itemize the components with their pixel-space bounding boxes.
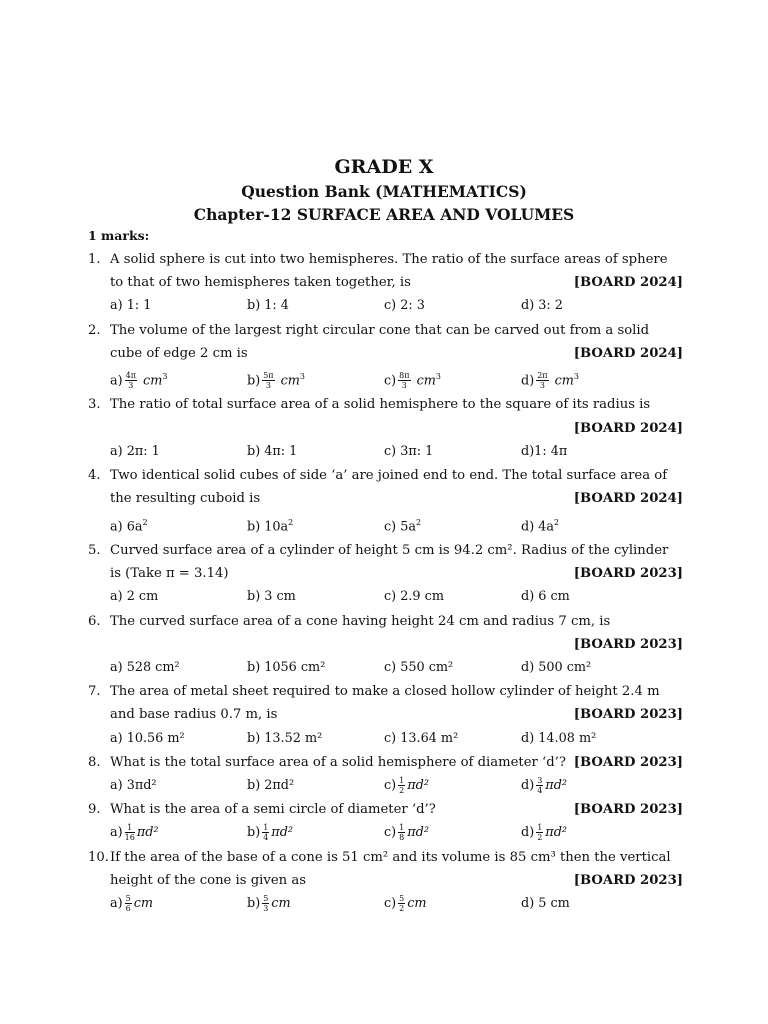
question-line bbox=[110, 487, 683, 510]
question-number: 8. bbox=[88, 754, 101, 770]
question-item bbox=[88, 610, 683, 681]
question-text: Curved surface area of a cylinder of height 5 cm is 94.2 cm². Radius of the cylinder bbox=[110, 542, 669, 558]
option-b bbox=[247, 294, 384, 317]
options-row bbox=[110, 585, 683, 608]
denominator: 2 bbox=[537, 833, 543, 843]
option-text: b) 2πd² bbox=[247, 778, 295, 793]
denominator: 3 bbox=[263, 904, 269, 914]
suffix: πd² bbox=[136, 825, 159, 841]
subject-title: Question Bank (MATHEMATICS) bbox=[241, 182, 527, 201]
exponent: 2 bbox=[554, 517, 560, 527]
option-text: a) 6a bbox=[110, 518, 143, 534]
question-body bbox=[110, 464, 683, 539]
numerator: 3 bbox=[537, 776, 543, 785]
question-item bbox=[88, 319, 683, 394]
option-d bbox=[521, 365, 579, 392]
numerator: 2π bbox=[537, 371, 548, 381]
question-list bbox=[88, 248, 683, 916]
question-item bbox=[88, 680, 683, 751]
suffix: πd² bbox=[407, 825, 429, 841]
question-text: is (Take π = 3.14) bbox=[110, 566, 229, 582]
option-text: a) 10.56 m² bbox=[110, 730, 185, 746]
board-tag: [BOARD 2024] bbox=[573, 345, 683, 361]
option-text: c) 5a bbox=[384, 518, 416, 534]
fraction bbox=[536, 823, 543, 842]
option-text: a) 2 cm bbox=[110, 589, 159, 605]
question-number: 7. bbox=[88, 684, 101, 700]
numerator: 1 bbox=[537, 823, 543, 833]
option-c bbox=[384, 511, 521, 538]
question-body bbox=[110, 248, 683, 319]
question-line bbox=[110, 464, 683, 487]
question-number: 2. bbox=[88, 322, 101, 338]
unit: cm bbox=[550, 373, 574, 389]
board-tag: [BOARD 2023] bbox=[573, 636, 683, 652]
option-c bbox=[384, 892, 521, 915]
exponent: 3 bbox=[435, 372, 441, 382]
question-number: 3. bbox=[88, 397, 101, 413]
question-text: to that of two hemispheres taken together, is bbox=[110, 275, 411, 291]
board-tag: [BOARD 2023] bbox=[573, 802, 683, 818]
options-row bbox=[110, 511, 683, 538]
marks-label: 1 marks: bbox=[88, 228, 150, 243]
option-d bbox=[521, 892, 570, 915]
options-row bbox=[110, 774, 683, 797]
option-b bbox=[247, 585, 384, 608]
numerator: 1 bbox=[263, 823, 269, 833]
board-tag: [BOARD 2024] bbox=[573, 420, 683, 436]
option-b bbox=[247, 774, 384, 797]
options-row bbox=[110, 294, 683, 317]
options-row bbox=[110, 440, 683, 463]
numerator: 1 bbox=[399, 776, 405, 785]
board-tag: [BOARD 2023] bbox=[573, 754, 683, 770]
option-a bbox=[110, 892, 247, 915]
option-text: d) bbox=[521, 373, 535, 389]
question-number: 9. bbox=[88, 802, 101, 818]
unit: cm bbox=[412, 373, 436, 389]
option-c bbox=[384, 585, 521, 608]
option-text: d) bbox=[521, 825, 535, 841]
option-text: b) bbox=[247, 373, 261, 389]
denominator: 2 bbox=[399, 786, 405, 795]
question-line bbox=[110, 751, 683, 774]
fraction bbox=[125, 894, 132, 913]
question-line bbox=[110, 633, 683, 656]
board-tag: [BOARD 2024] bbox=[573, 491, 683, 507]
option-a bbox=[110, 821, 247, 844]
denominator: 3 bbox=[401, 381, 407, 391]
numerator: 8π bbox=[399, 371, 410, 381]
numerator: 1 bbox=[399, 823, 405, 833]
fraction bbox=[536, 371, 548, 390]
fraction bbox=[398, 371, 410, 390]
question-text: and base radius 0.7 m, is bbox=[110, 707, 278, 723]
option-b bbox=[247, 511, 384, 538]
question-body bbox=[110, 393, 683, 464]
unit: cm bbox=[138, 373, 163, 389]
question-line bbox=[110, 680, 683, 703]
suffix: cm bbox=[407, 896, 427, 912]
question-line bbox=[110, 846, 683, 869]
option-c bbox=[384, 727, 521, 750]
exponent: 2 bbox=[416, 517, 422, 527]
option-text: c) bbox=[384, 825, 397, 841]
option-text: d) bbox=[521, 778, 535, 793]
option-c bbox=[384, 821, 521, 844]
denominator: 4 bbox=[537, 786, 543, 795]
option-b bbox=[247, 656, 384, 679]
exponent: 3 bbox=[162, 372, 168, 382]
fraction bbox=[262, 894, 269, 913]
question-body bbox=[110, 680, 683, 751]
option-d bbox=[521, 727, 596, 750]
option-b bbox=[247, 727, 384, 750]
option-b bbox=[247, 365, 384, 392]
numerator: 5 bbox=[399, 894, 405, 904]
option-text: b) 13.52 m² bbox=[247, 730, 323, 746]
option-text: b) 4π: 1 bbox=[247, 443, 298, 459]
question-line bbox=[110, 539, 683, 562]
option-b bbox=[247, 440, 384, 463]
option-d bbox=[521, 656, 591, 679]
question-line bbox=[110, 562, 683, 585]
options-row bbox=[110, 821, 683, 844]
numerator: 1 bbox=[125, 823, 135, 833]
question-text: If the area of the base of a cone is 51 cm² and its volume is 85 cm³ then the vertical bbox=[110, 849, 671, 865]
fraction bbox=[125, 823, 135, 842]
option-text: d) 14.08 m² bbox=[521, 730, 597, 746]
numerator: 5 bbox=[263, 894, 269, 904]
question-text: The area of metal sheet required to make a closed hollow cylinder of height 2.4 m bbox=[110, 684, 660, 700]
denominator: 3 bbox=[539, 381, 545, 391]
suffix: πd² bbox=[545, 778, 568, 793]
option-c bbox=[384, 365, 521, 392]
option-text: c) 2: 3 bbox=[384, 298, 425, 314]
board-tag: [BOARD 2024] bbox=[573, 275, 683, 291]
option-a bbox=[110, 585, 247, 608]
option-c bbox=[384, 294, 521, 317]
question-item bbox=[88, 248, 683, 319]
numerator: 5 bbox=[125, 894, 131, 904]
question-item bbox=[88, 751, 683, 798]
board-tag: [BOARD 2023] bbox=[573, 566, 683, 582]
question-item bbox=[88, 846, 683, 917]
question-item bbox=[88, 798, 683, 845]
option-text: b) 3 cm bbox=[247, 589, 296, 605]
option-text: a) 528 cm² bbox=[110, 659, 180, 675]
question-line bbox=[110, 703, 683, 726]
question-line bbox=[110, 869, 683, 892]
question-number: 10. bbox=[88, 849, 109, 865]
question-line bbox=[110, 342, 683, 365]
option-c bbox=[384, 656, 521, 679]
option-text: a) 1: 1 bbox=[110, 298, 152, 314]
exponent: 3 bbox=[299, 372, 306, 382]
option-text: a) bbox=[110, 896, 123, 912]
question-number: 5. bbox=[88, 542, 101, 558]
board-tag: [BOARD 2023] bbox=[573, 872, 683, 888]
option-d bbox=[521, 774, 567, 797]
option-a bbox=[110, 365, 247, 392]
option-text: c) 550 cm² bbox=[384, 659, 454, 675]
fraction bbox=[125, 371, 137, 390]
option-b bbox=[247, 821, 384, 844]
question-text: A solid sphere is cut into two hemispheres. The ratio of the surface areas of sphere bbox=[110, 252, 668, 267]
question-body bbox=[110, 846, 683, 917]
option-d bbox=[521, 821, 567, 844]
question-body bbox=[110, 539, 683, 610]
option-text: b) 1: 4 bbox=[247, 298, 289, 314]
exponent: 2 bbox=[288, 517, 294, 527]
option-text: c) 13.64 m² bbox=[384, 730, 459, 746]
suffix: πd² bbox=[271, 825, 294, 841]
question-item bbox=[88, 464, 683, 539]
question-body bbox=[110, 798, 683, 845]
question-line bbox=[110, 798, 683, 821]
option-text: a) bbox=[110, 825, 123, 841]
option-text: b) bbox=[247, 896, 261, 912]
question-body bbox=[110, 610, 683, 681]
option-text: a) bbox=[110, 373, 123, 389]
suffix: cm bbox=[133, 896, 154, 912]
question-item bbox=[88, 539, 683, 610]
option-a bbox=[110, 511, 247, 538]
option-c bbox=[384, 440, 521, 463]
unit: cm bbox=[276, 373, 300, 389]
option-text: b) bbox=[247, 825, 261, 841]
option-text: b) 1056 cm² bbox=[247, 659, 326, 675]
options-row bbox=[110, 365, 683, 392]
option-text: c) bbox=[384, 778, 397, 793]
denominator: 2 bbox=[399, 904, 405, 914]
options-row bbox=[110, 656, 683, 679]
option-a bbox=[110, 440, 247, 463]
question-number: 6. bbox=[88, 613, 101, 629]
option-text: d) 3: 2 bbox=[521, 298, 563, 314]
question-text: What is the total surface area of a solid hemisphere of diameter ‘d’? bbox=[110, 754, 566, 770]
option-a bbox=[110, 727, 247, 750]
option-text: c) bbox=[384, 373, 397, 389]
option-text: a) 3πd² bbox=[110, 778, 157, 793]
denominator: 16 bbox=[124, 833, 135, 843]
question-text: The volume of the largest right circular cone that can be carved out from a solid bbox=[110, 322, 650, 338]
fraction bbox=[398, 776, 405, 795]
question-text: What is the area of a semi circle of diameter ‘d’? bbox=[110, 802, 436, 818]
numerator: 5π bbox=[263, 371, 274, 381]
option-a bbox=[110, 774, 247, 797]
question-text: Two identical solid cubes of side ‘a’ are joined end to end. The total surface area of bbox=[110, 468, 668, 484]
grade-title: GRADE X bbox=[334, 156, 434, 178]
option-c bbox=[384, 774, 521, 797]
suffix: πd² bbox=[407, 778, 429, 793]
fraction bbox=[262, 823, 269, 842]
option-a bbox=[110, 294, 247, 317]
denominator: 3 bbox=[265, 381, 271, 391]
option-a bbox=[110, 656, 247, 679]
board-tag: [BOARD 2023] bbox=[573, 707, 683, 723]
option-text: d) 5 cm bbox=[521, 896, 570, 912]
question-line bbox=[110, 417, 683, 440]
denominator: 8 bbox=[399, 833, 405, 843]
fraction bbox=[262, 371, 274, 390]
fraction bbox=[536, 776, 543, 795]
options-row bbox=[110, 892, 683, 915]
option-text: d) 4a bbox=[521, 518, 555, 534]
question-line bbox=[110, 610, 683, 633]
option-text: a) 2π: 1 bbox=[110, 443, 160, 459]
option-text: c) bbox=[384, 896, 397, 912]
option-text: d) 500 cm² bbox=[521, 659, 592, 675]
option-text: b) 10a bbox=[247, 518, 289, 534]
question-line bbox=[110, 393, 683, 416]
question-line bbox=[110, 271, 683, 294]
denominator: 4 bbox=[263, 833, 269, 843]
question-text: cube of edge 2 cm is bbox=[110, 345, 248, 361]
question-text: height of the cone is given as bbox=[110, 872, 306, 888]
chapter-title: Chapter-12 SURFACE AREA AND VOLUMES bbox=[193, 205, 575, 224]
suffix: cm bbox=[271, 896, 291, 912]
question-text: The curved surface area of a cone having height 24 cm and radius 7 cm, is bbox=[110, 613, 611, 629]
option-d bbox=[521, 585, 570, 608]
fraction bbox=[398, 894, 405, 913]
option-b bbox=[247, 892, 384, 915]
numerator: 4π bbox=[125, 371, 136, 381]
option-text: d) 6 cm bbox=[521, 589, 570, 605]
question-item bbox=[88, 393, 683, 464]
denominator: 3 bbox=[128, 381, 134, 391]
question-body bbox=[110, 751, 683, 798]
question-body bbox=[110, 319, 683, 394]
option-text: c) 2.9 cm bbox=[384, 589, 444, 605]
exponent: 3 bbox=[573, 372, 580, 382]
option-text: c) 3π: 1 bbox=[384, 443, 434, 459]
option-d bbox=[521, 440, 567, 463]
options-row bbox=[110, 727, 683, 750]
question-line bbox=[110, 248, 683, 271]
denominator: 6 bbox=[125, 904, 131, 914]
question-number: 1. bbox=[88, 252, 101, 267]
fraction bbox=[398, 823, 405, 842]
suffix: πd² bbox=[545, 825, 568, 841]
option-d bbox=[521, 294, 563, 317]
exponent: 2 bbox=[142, 517, 148, 527]
option-d bbox=[521, 511, 559, 538]
question-text: the resulting cuboid is bbox=[110, 491, 261, 507]
option-text: d)1: 4π bbox=[521, 443, 568, 459]
question-text: The ratio of total surface area of a solid hemisphere to the square of its radius is bbox=[110, 397, 651, 413]
question-number: 4. bbox=[88, 468, 101, 484]
question-line bbox=[110, 319, 683, 342]
